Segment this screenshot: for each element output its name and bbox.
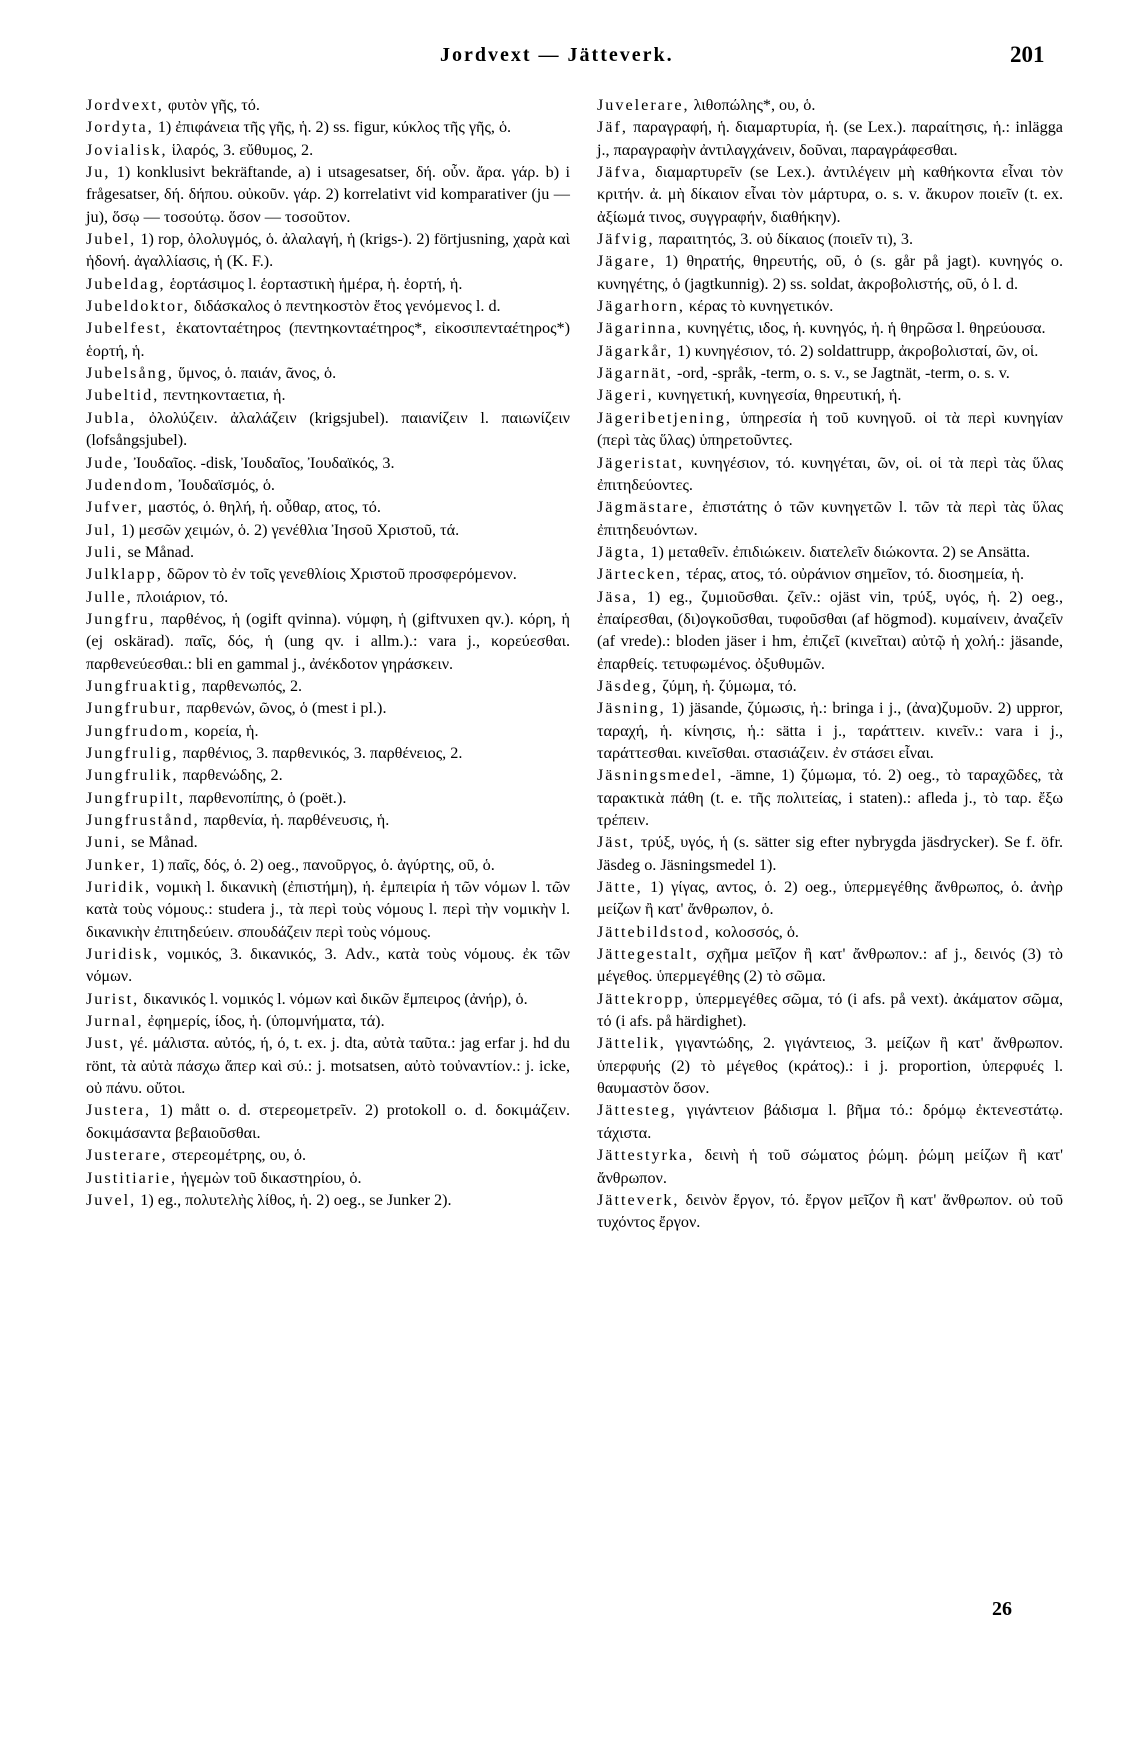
dictionary-entry xyxy=(86,295,570,317)
dictionary-entry xyxy=(597,921,1063,943)
entry-headword: Jäfvig, xyxy=(597,230,655,249)
entry-headword: Jäst, xyxy=(597,833,636,852)
entry-definition: ζύμη, ἡ. ζύμωμα, τό. xyxy=(658,676,797,695)
entry-headword: Jurnal, xyxy=(86,1012,144,1031)
entry-headword: Jäsning, xyxy=(597,699,666,718)
dictionary-entry xyxy=(86,407,570,452)
dictionary-entry xyxy=(597,452,1063,497)
entry-headword: Jurist, xyxy=(86,989,140,1008)
entry-definition: γιγάντειον βάδισμα l. βῆμα τό.: δρόμῳ ἐκτενεστάτῳ. τάχιστα. xyxy=(597,1101,1063,1142)
dictionary-entry xyxy=(86,317,570,362)
dictionary-entry xyxy=(597,1099,1063,1144)
entry-headword: Jungfrustånd, xyxy=(86,811,200,829)
dictionary-entry xyxy=(86,1167,570,1189)
dictionary-entry xyxy=(86,228,570,273)
dictionary-entry xyxy=(597,943,1063,988)
entry-headword: Jätte, xyxy=(597,878,643,897)
entry-headword: Jättebildstod, xyxy=(597,922,711,941)
dictionary-entry xyxy=(597,407,1063,452)
running-head: Jordvext — Jätteverk. xyxy=(440,44,674,66)
entry-definition: 1) παῖς, δός, ὁ. 2) oeg., πανοῦργος, ὁ. ἀγύρτης, οῦ, ὁ. xyxy=(146,855,495,874)
entry-headword: Jordvext, xyxy=(86,96,164,114)
entry-definition: πεντηκονταετια, ἡ. xyxy=(159,386,286,405)
entry-headword: Jufver, xyxy=(86,498,144,517)
entry-headword: Jägeristat, xyxy=(597,453,685,472)
dictionary-entry xyxy=(86,809,570,831)
entry-headword: Jäf, xyxy=(597,118,628,137)
entry-definition: δεινὸν ἔργον, τό. ἔργον μεῖζον ἢ κατ' ἄνθρωπον. οὐ τοῦ τυχόντος ἔργον. xyxy=(597,1190,1063,1232)
entry-definition: παρθενοπίπης, ὁ (poët.). xyxy=(185,788,347,807)
dictionary-entry xyxy=(86,474,570,496)
entry-headword: Judendom, xyxy=(86,475,175,494)
entry-definition: παρθενωπός, 2. xyxy=(197,676,303,695)
entry-definition: γιγαντώδης, 2. γιγάντειος, 3. μείζων ἢ κατ' ἄνθρωπον. ὑπερφυής (2) τὸ μέγεθος (κράτος).: i j. proportion, ὑπερφυές l. θαυμαστὸν ὅσον. xyxy=(597,1034,1063,1098)
dictionary-entry xyxy=(86,384,570,406)
dictionary-entry xyxy=(597,1144,1063,1189)
entry-headword: Jungfru, xyxy=(86,609,156,628)
entry-headword: Jäsdeg, xyxy=(597,676,659,695)
entry-definition: 1) ἐπιφάνεια τῆς γῆς, ἡ. 2) ss. figur, κύκλος τῆς γῆς, ὁ. xyxy=(153,118,512,137)
dictionary-entry xyxy=(86,787,570,809)
entry-definition: -ord, -språk, -term, o. s. v., se Jagtnät, -term, o. s. v. xyxy=(672,364,1010,383)
entry-definition: κέρας τὸ κυνηγετικόν. xyxy=(684,297,834,316)
right-column xyxy=(597,94,1063,1234)
entry-headword: Jubelsång, xyxy=(86,364,174,383)
dictionary-entry xyxy=(597,697,1063,764)
entry-definition: σχῆμα μεῖζον ἢ κατ' ἄνθρωπον.: af j., δεινός (3) τὸ μέγεθος. ὑπερμεγέθης (2) τὸ σῶμα. xyxy=(597,945,1063,986)
entry-definition: πλοιάριον, τό. xyxy=(132,587,229,606)
entry-headword: Jul, xyxy=(86,520,117,539)
entry-headword: Jättegestalt, xyxy=(597,945,699,964)
entry-headword: Jägare, xyxy=(597,252,657,271)
dictionary-entry xyxy=(86,697,570,719)
dictionary-entry xyxy=(597,496,1063,541)
entry-definition: γέ. μάλιστα. αὐτός, ή, ό, t. ex. j. dta, αὐτὰ ταῦτα.: jag erfar j. hd du rönt, τὰ αὐτὰ πάσχω ἅπερ καὶ σύ.: j. motsatsen, αὐτὸ τοὐναντίον.: j. icke, οὐ πάνυ. οὔτοι. xyxy=(86,1034,570,1098)
entry-definition: se Månad. xyxy=(123,542,195,561)
entry-definition: 1) θηρατής, θηρευτής, οῦ, ὁ (s. går på jagt). κυνηγός o. κυνηγέτης, ὁ (jagtkunnig). 2) ss. soldat, ἀκροβολιστής, οῦ, ὁ l. d. xyxy=(597,252,1063,293)
dictionary-entry xyxy=(86,608,570,675)
entry-headword: Jättesteg, xyxy=(597,1101,677,1120)
entry-headword: Jäsningsmedel, xyxy=(597,766,724,785)
dictionary-entry xyxy=(597,295,1063,317)
dictionary-entry xyxy=(86,94,570,116)
signature-mark: 26 xyxy=(992,1598,1012,1620)
entry-headword: Juridisk, xyxy=(86,945,160,964)
dictionary-entry xyxy=(86,876,570,943)
entry-definition: λιθοπώλης*, ου, ὁ. xyxy=(689,96,816,114)
entry-headword: Jättelik, xyxy=(597,1034,666,1053)
dictionary-entry xyxy=(597,541,1063,563)
left-column xyxy=(86,94,570,1211)
entry-definition: παρθένος, ἡ (ogift qvinna). νύμφη, ἡ (giftvuxen qv.). κόρη, ἡ (ej oskärad). παῖς, δός, ἡ (ung qv. i allm.).: vara j., κορεύεσθαι. παρθενεύεσθαι.: bli en gammal j., ἀνέκδοτον γηράσκειν. xyxy=(86,609,570,673)
entry-definition: παρθενών, ῶνος, ὁ (mest i pl.). xyxy=(182,699,387,718)
entry-headword: Jäsa, xyxy=(597,587,639,606)
entry-definition: παρθενώδης, 2. xyxy=(178,766,283,785)
entry-headword: Jägta, xyxy=(597,542,647,561)
entry-headword: Julklapp, xyxy=(86,565,163,584)
entry-headword: Jungfrulik, xyxy=(86,766,179,785)
entry-headword: Jungfrupilt, xyxy=(86,788,186,807)
entry-definition: ὕμνος, ὁ. παιάν, ᾶνος, ὁ. xyxy=(173,364,337,383)
entry-definition: se Månad. xyxy=(127,833,198,852)
dictionary-entry xyxy=(597,161,1063,228)
entry-headword: Jovialisk, xyxy=(86,140,168,159)
entry-definition: κυνηγετική, κυνηγεσία, θηρευτική, ἡ. xyxy=(653,386,902,405)
dictionary-entry xyxy=(597,94,1063,116)
entry-definition: ἐπιστάτης ὁ τῶν κυνηγετῶν l. τῶν τὰ περὶ τὰς ὕλας ἐπιτηδευόντων. xyxy=(597,498,1063,539)
entry-definition: ἱλαρός, 3. εὔθυμος, 2. xyxy=(167,140,314,159)
entry-headword: Jätteverk, xyxy=(597,1190,680,1209)
entry-headword: Jungfruaktig, xyxy=(86,676,198,695)
entry-headword: Jubeldoktor, xyxy=(86,297,190,316)
dictionary-entry xyxy=(86,1099,570,1144)
entry-definition: 1) eg., πολυτελὴς λίθος, ἡ. 2) oeg., se Junker 2). xyxy=(136,1190,452,1209)
dictionary-entry xyxy=(597,116,1063,161)
entry-headword: Juvelerare, xyxy=(597,96,690,114)
entry-definition: 1) κυνηγέσιον, τό. 2) soldattrupp, ἀκροβολισταί, ῶν, οἱ. xyxy=(673,341,1039,360)
entry-definition: τέρας, ατος, τό. οὐράνιον σημεῖον, τό. διοσημεία, ἡ. xyxy=(682,565,1025,584)
entry-definition: 1) μεταθεῖν. ἐπιδιώκειν. διατελεῖν διώκοντα. 2) se Ansätta. xyxy=(646,542,1031,561)
entry-headword: Juni, xyxy=(86,833,128,852)
dictionary-entry xyxy=(86,139,570,161)
entry-headword: Jägarhorn, xyxy=(597,297,685,316)
entry-headword: Jägeri, xyxy=(597,386,654,405)
entry-definition: 1) jäsande, ζύμωσις, ἡ.: bringa i j., (ἀνα)ζυμοῦν. 2) uppror, ταραχή, ἡ. κίνησις, ἡ.: sätta i j., ταράττειν. κινεῖν.: vara i j., ταράττεσθαι. κινεῖσθαι. στασιάζειν. ἐν στάσει εἶναι. xyxy=(597,699,1063,762)
entry-definition: κορεία, ἡ. xyxy=(190,721,259,740)
dictionary-entry xyxy=(597,988,1063,1033)
entry-headword: Jägarkår, xyxy=(597,341,674,360)
entry-definition: παρθένιος, 3. παρθενικός, 3. παρθένειος, 2. xyxy=(178,743,463,762)
dictionary-entry xyxy=(597,1032,1063,1099)
dictionary-entry xyxy=(86,452,570,474)
entry-headword: Justera, xyxy=(86,1101,151,1120)
entry-headword: Jude, xyxy=(86,453,130,472)
entry-definition: κολοσσός, ὁ. xyxy=(710,922,799,941)
entry-headword: Jubeltid, xyxy=(86,386,160,405)
entry-definition: παραιτητός, 3. οὐ δίκαιος (ποιεῖν τι), 3. xyxy=(654,230,914,249)
entry-definition: φυτὸν γῆς, τό. xyxy=(163,96,260,114)
dictionary-entry xyxy=(597,764,1063,831)
entry-headword: Jägarnät, xyxy=(597,364,673,383)
dictionary-entry xyxy=(86,563,570,585)
entry-headword: Junker, xyxy=(86,855,147,874)
entry-headword: Jungfrubur, xyxy=(86,699,183,718)
entry-definition: κυνηγέτις, ιδος, ἡ. κυνηγός, ἡ. ἡ θηρῶσα l. θηρεύουσα. xyxy=(683,319,1046,338)
dictionary-entry xyxy=(86,831,570,853)
entry-definition: νομικὴ l. δικανικὴ (ἐπιστήμη), ἡ. ἐμπειρία ἡ τῶν νόμων l. τῶν κατὰ τοὺς νόμους.: studera j., τὰ περὶ τοὺς νόμους l. περὶ τὴν νομικὴν l. δικανικὴν ἐπιτηδεύειν. σπουδάζειν περὶ τοὺς νόμους. xyxy=(86,878,570,941)
entry-definition: διαμαρτυρεῖν (se Lex.). ἀντιλέγειν μὴ καθήκοντα εἶναι τὸν κριτήν. ἀ. μὴ δίκαιον εἶναι τὸν μάρτυρα, o. s. v. ἄκυρον ποιεῖν (t. ex. ἀξίωμά τινος, συγγραφήν, διαθήκην). xyxy=(597,163,1063,226)
page-number: 201 xyxy=(1010,42,1045,67)
entry-definition: δῶρον τὸ ἐν τοῖς γενεθλίοις Χριστοῦ προσφερόμενον. xyxy=(162,565,517,584)
entry-headword: Jungfrulig, xyxy=(86,743,179,762)
entry-definition: Ἰουδαϊσμός, ὁ. xyxy=(174,475,275,494)
entry-definition: ἐφημερίς, ίδος, ἡ. (ὑπομνήματα, τά). xyxy=(143,1012,385,1031)
entry-headword: Jordyta, xyxy=(86,118,154,137)
dictionary-entry xyxy=(86,273,570,295)
dictionary-entry xyxy=(86,116,570,138)
dictionary-entry xyxy=(597,563,1063,585)
entry-definition: ἑορτάσιμος l. ἑορταστικὴ ἡμέρα, ἡ. ἑορτή, ἡ. xyxy=(165,274,463,293)
entry-definition: στερεομέτρης, ου, ὁ. xyxy=(167,1146,306,1165)
entry-headword: Jubla, xyxy=(86,408,137,427)
dictionary-entry xyxy=(597,317,1063,339)
dictionary-entry xyxy=(86,362,570,384)
entry-definition: διδάσκαλος ὁ πεντηκοστὸν ἔτος γενόμενος l. d. xyxy=(189,297,501,316)
dictionary-entry xyxy=(86,742,570,764)
dictionary-entry xyxy=(86,519,570,541)
entry-headword: Jägeribetjening, xyxy=(597,408,732,427)
entry-definition: μαστός, ὁ. θηλή, ἡ. οὖθαρ, ατος, τό. xyxy=(143,498,381,517)
entry-headword: Jättekropp, xyxy=(597,989,691,1008)
entry-definition: 1) μεσῶν χειμών, ὁ. 2) γενέθλια Ἰησοῦ Χριστοῦ, τά. xyxy=(116,520,460,539)
dictionary-entry xyxy=(597,586,1063,675)
dictionary-entry xyxy=(597,831,1063,876)
dictionary-entry xyxy=(86,1010,570,1032)
entry-headword: Justitiarie, xyxy=(86,1168,177,1187)
entry-definition: παραγραφή, ἡ. διαμαρτυρία, ἡ. (se Lex.). παραίτησις, ἡ.: inlägga j., παραγραφὴν ἀντιλαγχάνειν, δοῦναι, παραγράφεσθαι. xyxy=(597,118,1063,159)
entry-definition: δεινὴ ἡ τοῦ σώματος ῥώμη. ῥώμη μείζων ἢ κατ' ἄνθρωπον. xyxy=(597,1146,1063,1187)
entry-definition: τρύξ, υγός, ἡ (s. sätter sig efter nybrygda jäsdrycker). Se f. öfr. Jäsdeg o. Jäsningsmedel 1). xyxy=(597,833,1063,874)
entry-headword: Jubeldag, xyxy=(86,274,166,293)
dictionary-entry xyxy=(86,854,570,876)
dictionary-entry xyxy=(86,1189,570,1211)
entry-definition: ἡγεμὼν τοῦ δικαστηρίου, ὁ. xyxy=(177,1168,362,1187)
entry-definition: 1) mått o. d. στερεομετρεῖν. 2) protokoll o. d. δοκιμάζειν. δοκιμάσαντα βεβαιοῦσθαι. xyxy=(86,1101,570,1142)
entry-headword: Jubelfest, xyxy=(86,319,168,338)
entry-definition: ὀλολύζειν. ἀλαλάζειν (krigsjubel). παιανίζειν l. παιωνίζειν (lofsångsjubel). xyxy=(86,408,570,450)
dictionary-entry xyxy=(86,496,570,518)
entry-definition: ἑκατονταέτηρος (πεντηκονταέτηρος*, εἰκοσιπενταέτηρος*) ἑορτή, ἡ. xyxy=(86,319,570,360)
entry-definition: 1) rop, ὀλολυγμός, ὁ. ἀλαλαγή, ἡ (krigs-). 2) förtjusning, χαρὰ καὶ ἡδονή. ἀγαλλίασις, ἡ (K. F.). xyxy=(86,230,570,271)
dictionary-entry xyxy=(597,384,1063,406)
entry-headword: Jägmästare, xyxy=(597,498,695,517)
dictionary-entry xyxy=(86,675,570,697)
page-header xyxy=(0,40,1136,80)
entry-definition: Ἰουδαῖος. -disk, Ἰουδαῖος, Ἰουδαϊκός, 3. xyxy=(129,453,395,472)
entry-definition: 1) konklusivt bekräftande, a) i utsagesatser, δή. οὖν. ἄρα. γάρ. b) i frågesatser, δή. δήπου. οὐκοῦν. γάρ. 2) korrelativt vid komparativer (ju — ju), ὅσῳ — τοσούτῳ. ὅσον — τοσοῦτον. xyxy=(86,163,570,226)
entry-definition: -ämne, 1) ζύμωμα, τό. 2) oeg., τὸ ταραχῶδες, τὰ ταρακτικὰ πάθη (t. e. τῆς πολιτείας, i staten).: afleda j., τὸ ταρ. ἔξω τρέπειν. xyxy=(597,766,1063,829)
entry-headword: Jungfrudom, xyxy=(86,721,191,740)
dictionary-entry xyxy=(597,340,1063,362)
dictionary-entry xyxy=(597,362,1063,384)
dictionary-entry xyxy=(597,876,1063,921)
dictionary-entry xyxy=(86,1144,570,1166)
dictionary-entry xyxy=(86,586,570,608)
dictionary-entry xyxy=(86,1032,570,1099)
dictionary-entry xyxy=(597,1189,1063,1234)
entry-headword: Julle, xyxy=(86,587,133,606)
entry-definition: παρθενία, ἡ. παρθένευσις, ἡ. xyxy=(199,811,390,829)
entry-definition: νομικός, 3. δικανικός, 3. Adv., κατὰ τοὺς νόμους. ἐκ τῶν νόμων. xyxy=(86,945,570,986)
entry-headword: Juli, xyxy=(86,542,124,561)
dictionary-entry xyxy=(597,228,1063,250)
entry-definition: 1) γίγας, αντος, ὁ. 2) oeg., ὑπερμεγέθης ἄνθρωπος, ὁ. ἀνὴρ μείζων ἢ κατ' ἄνθρωπον, ὁ. xyxy=(597,878,1063,919)
entry-definition: ὑπερμεγέθες σῶμα, τό (i afs. på vext). ἀκάματον σῶμα, τό (i afs. på härdighet). xyxy=(597,989,1063,1031)
entry-headword: Juvel, xyxy=(86,1190,137,1209)
entry-headword: Ju, xyxy=(86,163,111,182)
dictionary-entry xyxy=(86,720,570,742)
entry-headword: Jäfva, xyxy=(597,163,648,182)
entry-definition: ὑπηρεσία ἡ τοῦ κυνηγοῦ. οἱ τὰ περὶ κυνηγίαν (περὶ τὰς ὕλας) ὑπηρετοῦντες. xyxy=(597,408,1063,450)
entry-headword: Juridik, xyxy=(86,878,152,897)
dictionary-entry xyxy=(86,943,570,988)
entry-headword: Jägarinna, xyxy=(597,319,684,338)
dictionary-entry xyxy=(597,250,1063,295)
dictionary-entry xyxy=(86,161,570,228)
entry-headword: Järtecken, xyxy=(597,565,683,584)
entry-headword: Jättestyrka, xyxy=(597,1146,695,1165)
dictionary-entry xyxy=(86,988,570,1010)
dictionary-entry xyxy=(86,764,570,786)
entry-headword: Justerare, xyxy=(86,1146,168,1165)
entry-definition: δικανικός l. νομικός l. νόμων καὶ δικῶν ἔμπειρος (ἀνήρ), ὁ. xyxy=(139,989,528,1008)
entry-headword: Just, xyxy=(86,1034,126,1053)
entry-headword: Jubel, xyxy=(86,230,137,249)
dictionary-entry xyxy=(86,541,570,563)
entry-definition: κυνηγέσιον, τό. κυνηγέται, ῶν, οἱ. οἱ τὰ περὶ τὰς ὕλας ἐπιτηδεύοντες. xyxy=(597,453,1063,494)
dictionary-entry xyxy=(597,675,1063,697)
entry-definition: 1) eg., ζυμιοῦσθαι. ζεῖν.: ojäst vin, τρύξ, υγός, ἡ. 2) oeg., ἐπαίρεσθαι, (δι)ογκοῦσθαι, τυφοῦσθαι (af högmod). κυμαίνειν, ἀναζεῖν (af vrede).: bloden jäser i hm, ἐπιζεῖ (κινεῖται) αὐτῷ ἡ χολή.: jäsande, ἐπαρθείς. τετυφωμένος. ὀξυθυμῶν. xyxy=(597,587,1063,673)
